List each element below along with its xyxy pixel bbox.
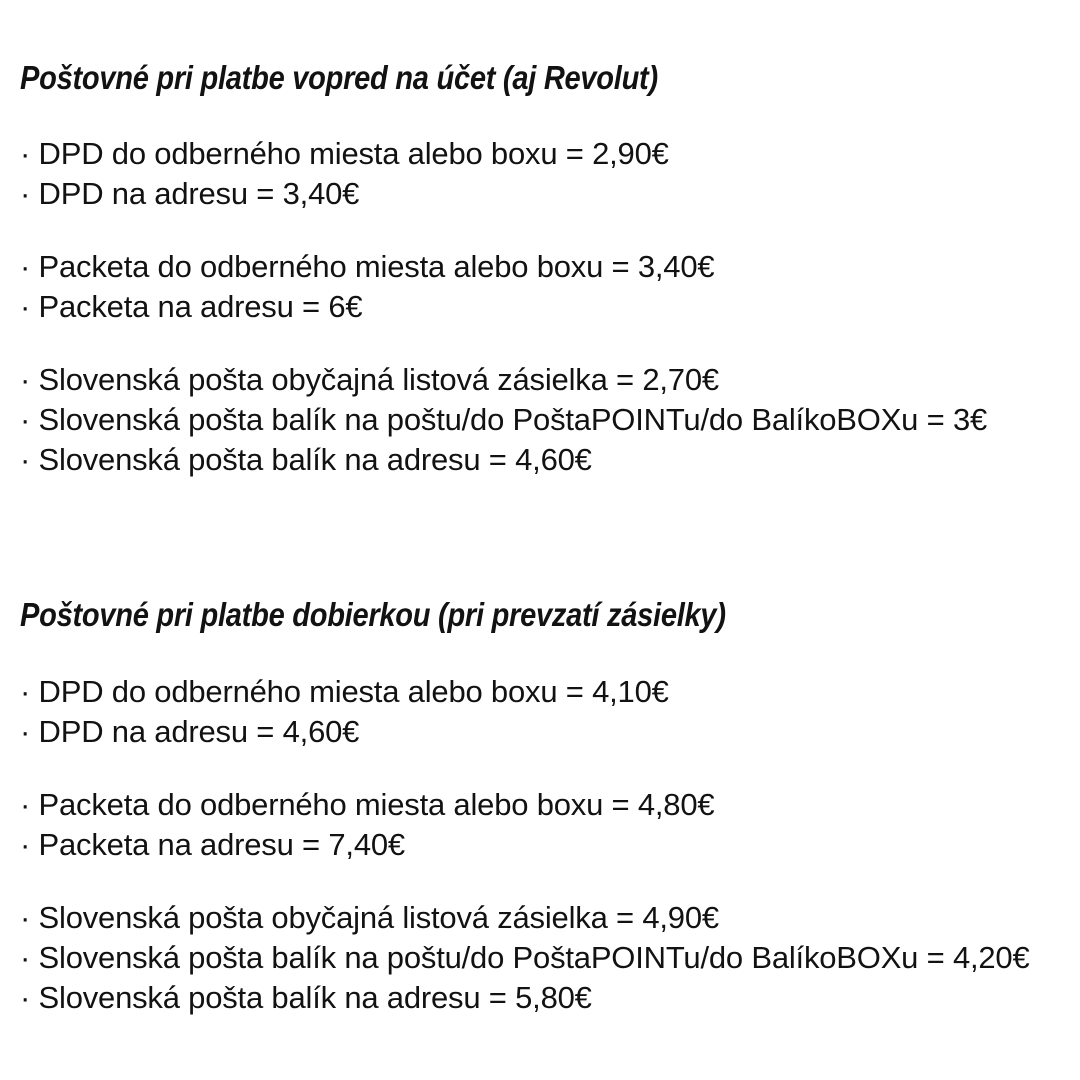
price-line: · Slovenská pošta balík na poštu/do PoštaPOINTu/do BalíkoBOXu = 3€: [20, 402, 988, 437]
price-line: · Packeta do odberného miesta alebo boxu = 4,80€: [20, 787, 715, 822]
section-cash-on-delivery: [20, 595, 1062, 1018]
price-line: · DPD na adresu = 3,40€: [20, 176, 360, 211]
price-line: · Slovenská pošta obyčajná listová zásielka = 4,90€: [20, 900, 719, 935]
carrier-group-dpd: [20, 672, 1062, 752]
price-line: · Slovenská pošta obyčajná listová zásielka = 2,70€: [20, 362, 719, 397]
carrier-group-slovenska-posta: [20, 360, 1062, 480]
price-line: · DPD na adresu = 4,60€: [20, 714, 360, 749]
carrier-group-packeta: [20, 247, 1062, 327]
price-line: · Slovenská pošta balík na adresu = 5,80€: [20, 980, 592, 1015]
price-line: · Packeta do odberného miesta alebo boxu = 3,40€: [20, 249, 715, 284]
section-prepayment: [20, 58, 1062, 480]
price-line: · Packeta na adresu = 6€: [20, 289, 363, 324]
carrier-group-packeta: [20, 785, 1062, 865]
price-line: · Slovenská pošta balík na adresu = 4,60€: [20, 442, 592, 477]
section-cash-on-delivery-heading: Poštovné pri platbe dobierkou (pri prevzatí zásielky): [20, 596, 726, 633]
price-line: · Slovenská pošta balík na poštu/do PoštaPOINTu/do BalíkoBOXu = 4,20€: [20, 940, 1030, 975]
section-prepayment-heading: Poštovné pri platbe vopred na účet (aj Revolut): [20, 59, 658, 96]
carrier-group-dpd: [20, 134, 1062, 214]
price-line: · DPD do odberného miesta alebo boxu = 2,90€: [20, 136, 669, 171]
carrier-group-slovenska-posta: [20, 898, 1062, 1018]
price-line: · Packeta na adresu = 7,40€: [20, 827, 405, 862]
price-line: · DPD do odberného miesta alebo boxu = 4,10€: [20, 674, 669, 709]
